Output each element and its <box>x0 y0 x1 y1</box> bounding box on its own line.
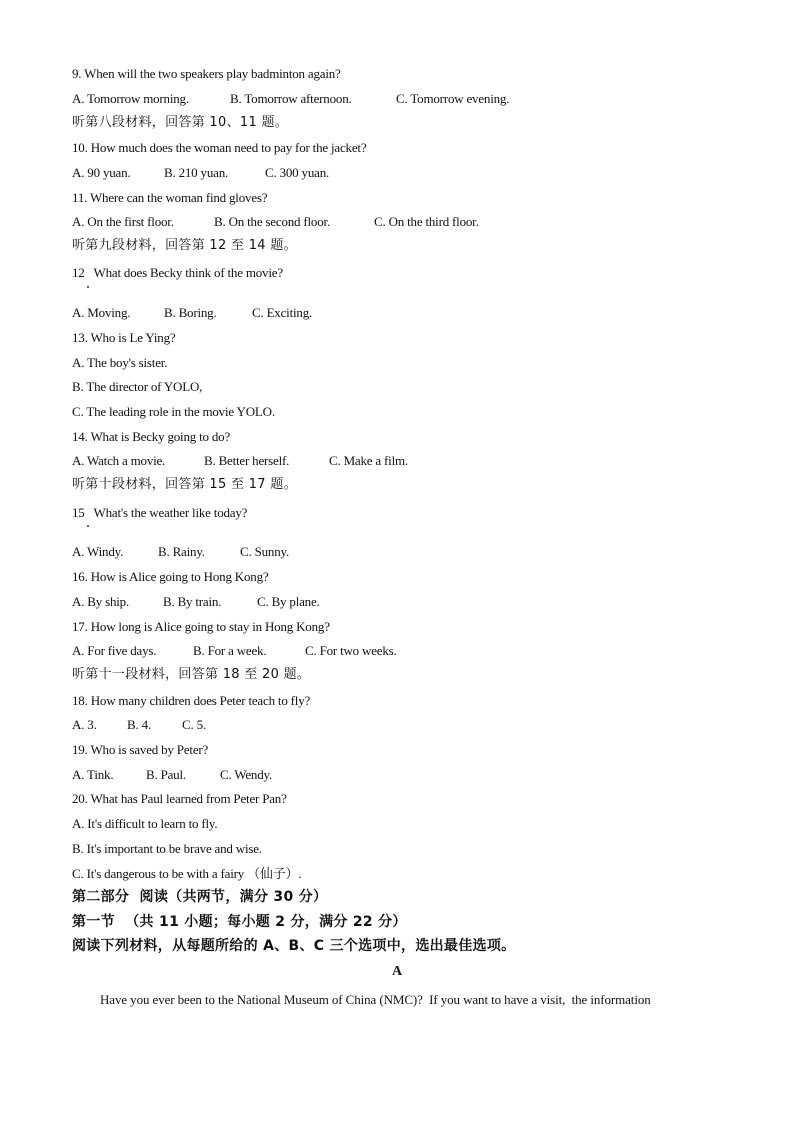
option-a: A. On the first floor. <box>72 214 174 229</box>
question-9: 9. When will the two speakers play badminton again? <box>72 66 341 81</box>
question-13: 13. Who is Le Ying? <box>72 330 176 345</box>
option-c: C. On the third floor. <box>374 214 479 229</box>
option-b: B. Boring. <box>164 305 217 320</box>
question-14: 14. What is Becky going to do? <box>72 429 231 444</box>
option-a: A. Tink. <box>72 767 114 782</box>
part-2-heading: 第二部分 阅读（共两节，满分 30 分） <box>72 889 328 905</box>
option-b: B. 210 yuan. <box>164 165 229 180</box>
option-b: B. Tomorrow afternoon. <box>230 91 352 106</box>
option-a: A. Watch a movie. <box>72 453 166 468</box>
section-8-instruction: 听第八段材料，回答第 10、11 题。 <box>72 115 289 130</box>
question-11: 11. Where can the woman find gloves? <box>72 190 268 205</box>
option-c: C. 300 yuan. <box>265 165 330 180</box>
option-a: A. 90 yuan. <box>72 165 131 180</box>
question-19: 19. Who is saved by Peter? <box>72 742 209 757</box>
option-b: B. By train. <box>163 594 222 609</box>
question-13-option-c: C. The leading role in the movie YOLO. <box>72 404 275 419</box>
option-a: A. Windy. <box>72 544 124 559</box>
section-1-heading: 第一节 （共 11 小题；每小题 2 分，满分 22 分） <box>72 914 407 930</box>
option-c: C. Sunny. <box>240 544 290 559</box>
option-a: A. 3. <box>72 717 97 732</box>
question-18: 18. How many children does Peter teach to fly? <box>72 693 311 708</box>
question-20-option-a: A. It's difficult to learn to fly. <box>72 816 218 831</box>
option-a: A. For five days. <box>72 643 157 658</box>
stray-mark <box>87 525 89 527</box>
option-a: A. Moving. <box>72 305 131 320</box>
question-17: 17. How long is Alice going to stay in Hong Kong? <box>72 619 330 634</box>
section-11-instruction: 听第十一段材料，回答第 18 至 20 题。 <box>72 667 311 682</box>
option-b: B. For a week. <box>193 643 267 658</box>
question-20: 20. What has Paul learned from Peter Pan? <box>72 791 287 806</box>
passage-first-line: Have you ever been to the National Museum of China (NMC)? If you want to have a visit, the information <box>100 992 651 1007</box>
option-a: A. By ship. <box>72 594 130 609</box>
option-c: C. Exciting. <box>252 305 313 320</box>
option-c: C. Wendy. <box>220 767 273 782</box>
option-c: C. By plane. <box>257 594 320 609</box>
section-10-instruction: 听第十段材料，回答第 15 至 17 题。 <box>72 477 297 492</box>
question-13-option-a: A. The boy's sister. <box>72 355 168 370</box>
option-c: C. For two weeks. <box>305 643 397 658</box>
question-15: 15 What's the weather like today? <box>72 505 248 520</box>
stray-mark <box>87 286 89 288</box>
section-9-instruction: 听第九段材料，回答第 12 至 14 题。 <box>72 238 297 253</box>
question-20-option-b: B. It's important to be brave and wise. <box>72 841 262 856</box>
option-b: B. Paul. <box>146 767 186 782</box>
question-16: 16. How is Alice going to Hong Kong? <box>72 569 269 584</box>
question-20-option-c: C. It's dangerous to be with a fairy （仙子）. <box>72 866 302 881</box>
option-a: A. Tomorrow morning. <box>72 91 189 106</box>
passage-label: A <box>391 964 403 979</box>
option-c: C. Tomorrow evening. <box>396 91 510 106</box>
question-12: 12 What does Becky think of the movie? <box>72 265 283 280</box>
option-c: C. Make a film. <box>329 453 408 468</box>
option-b: B. 4. <box>127 717 151 732</box>
question-10: 10. How much does the woman need to pay for the jacket? <box>72 140 367 155</box>
option-b: B. Better herself. <box>204 453 290 468</box>
option-b: B. Rainy. <box>158 544 205 559</box>
option-c: C. 5. <box>182 717 206 732</box>
option-b: B. On the second floor. <box>214 214 330 229</box>
reading-instruction: 阅读下列材料，从每题所给的 A、B、C 三个选项中，选出最佳选项。 <box>72 938 516 954</box>
question-13-option-b: B. The director of YOLO, <box>72 379 203 394</box>
